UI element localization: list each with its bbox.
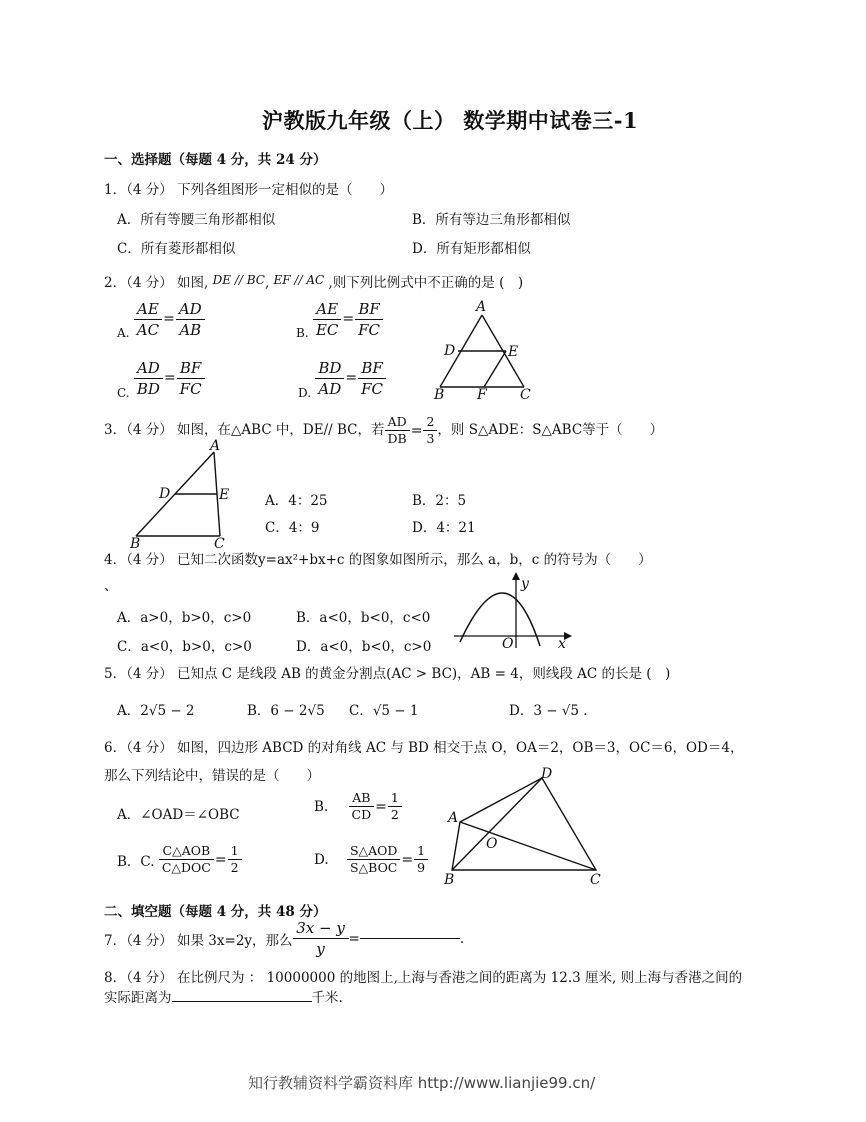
q6-label-d: D (541, 766, 553, 782)
q4-option-c: C．a<0，b>0，c>0 (117, 639, 252, 655)
q2-option-a-label: A. (117, 326, 130, 340)
q3-stem-post: ，则 S△ADE：S△ABC等于（ ） (437, 422, 664, 438)
q2-option-a (117, 298, 205, 340)
page-title: 沪教版九年级（上） 数学期中试卷三-1 (262, 108, 639, 133)
q2-label-c: C (520, 387, 531, 403)
q8-stem-line2 (104, 986, 343, 1006)
q2-label-d: D (444, 343, 456, 359)
fraction (349, 790, 375, 823)
fraction (228, 843, 242, 876)
numerator: 1 (388, 790, 402, 807)
fraction (134, 358, 163, 399)
q3-option-d: D．4：21 (412, 520, 476, 536)
q6-label-o: O (486, 836, 498, 852)
q4-option-d: D．a<0，b<0，c>0 (296, 639, 432, 655)
q2-stem-post: ,则下列比例式中不正确的是 ( ) (328, 275, 524, 291)
q3-label-d: D (159, 486, 171, 502)
q8-answer-blank[interactable] (172, 1001, 312, 1002)
q2-option-b-label: B. (296, 326, 309, 340)
q7-equals: = (348, 930, 360, 947)
fraction (159, 843, 214, 876)
denominator: DB (387, 431, 407, 446)
numerator: S△AOD (347, 843, 400, 860)
q4-option-b: B．a<0，b<0，c<0 (296, 610, 431, 626)
q3-stem-pre: 3．（4 分） 如图，在△ABC 中，DE// BC，若 (104, 422, 385, 438)
q8-unit: 千米. (311, 990, 343, 1006)
equals-sign: = (163, 311, 175, 327)
fraction (414, 843, 428, 876)
q2-label-e: E (508, 344, 519, 360)
q6-quadrilateral-figure (438, 760, 618, 890)
numerator: AD (134, 358, 163, 379)
q6-option-c (117, 843, 242, 876)
q3-option-a: A．4：25 (265, 493, 328, 509)
numerator: 2 (423, 414, 437, 431)
numerator: BF (358, 358, 386, 379)
q2-condition-2: EF // AC (273, 273, 325, 287)
q8-stem-text: 实际距离为 (104, 990, 172, 1006)
q2-label-a: A (476, 299, 487, 315)
denominator: FC (361, 379, 383, 398)
fraction (347, 843, 400, 876)
equals-sign: = (214, 851, 227, 868)
equals-sign: = (401, 851, 414, 868)
q4-parabola-figure (450, 570, 580, 650)
q2-triangle-figure (430, 295, 540, 403)
q6-option-b (314, 790, 402, 823)
q3-label-a: A (210, 438, 221, 454)
numerator: 1 (228, 843, 242, 860)
q4-option-a: A．a>0，b>0，c>0 (117, 610, 252, 626)
numerator: C△AOB (159, 843, 214, 860)
numerator: AB (349, 790, 375, 807)
fraction (177, 358, 205, 399)
q5-stem: 5．（4 分） 已知点 C 是线段 AB 的黄金分割点(AC > BC)，AB = 4，则线段 AC 的长是 ( ) (104, 666, 671, 682)
q6-stem-line1: 6．（4 分） 如图，四边形 ABCD 的对角线 AC 与 BD 相交于点 O，OA＝2，OB＝3，OC＝6，OD＝4， (104, 740, 744, 756)
q2-option-d-label: D. (298, 386, 312, 400)
equals-sign: = (345, 370, 358, 386)
q4-label-origin: O (502, 636, 514, 650)
numerator: AE (313, 299, 341, 320)
q5-option-a: A．2√5 − 2 (117, 703, 195, 719)
q5-option-d: D．3 − √5 . (509, 703, 588, 719)
q6-label-a: A (448, 810, 459, 826)
section-heading-fill: 二、填空题（每题 4 分，共 48 分） (104, 904, 327, 920)
denominator: 2 (230, 860, 239, 875)
denominator: FC (179, 379, 202, 398)
q2-stem: 2．（4 分） 如图, DE // BC, EF // AC ,则下列比例式中不正确的是 ( ) (104, 273, 524, 291)
equals-sign: = (410, 422, 423, 439)
q4-stem: 4．（4 分） 已知二次函数y=ax²+bx+c 的图象如图所示，那么 a，b，c 的符号为（ ） (104, 552, 652, 568)
q4-mark: 、 (104, 578, 118, 594)
q2-label-b: B (434, 387, 445, 403)
fraction (293, 918, 349, 959)
equals-sign: = (163, 370, 176, 386)
q3-label-e: E (219, 487, 230, 503)
denominator: CD (351, 807, 372, 822)
q3-option-b: B．2：5 (412, 493, 467, 509)
fraction (385, 414, 410, 447)
fraction (134, 299, 162, 340)
q6-label-c: C (590, 872, 601, 888)
denominator: S△BOC (349, 860, 398, 875)
q6-label-b: B (444, 872, 455, 888)
fraction (358, 358, 386, 399)
equals-sign: = (342, 311, 355, 327)
fraction (313, 299, 341, 340)
section-heading-choice: 一、选择题（每题 4 分，共 24 分） (104, 152, 327, 168)
fraction (423, 414, 437, 447)
denominator: 2 (390, 807, 399, 822)
q1-option-d: D．所有矩形都相似 (412, 241, 531, 257)
numerator: BF (177, 358, 205, 379)
equals-sign: = (375, 798, 387, 815)
q6-option-c-label: B．C. (117, 853, 155, 870)
q3-label-c: C (214, 536, 225, 548)
numerator: BF (355, 299, 383, 320)
denominator: AC (136, 320, 160, 339)
q7-stem (104, 918, 464, 959)
q2-condition-1: DE // BC (212, 273, 265, 287)
q2-stem-pre: 2．（4 分） 如图, (104, 275, 209, 291)
page-footer: 知行教辅资料学霸资料库 http://www.lianjie99.cn/ (248, 1074, 596, 1092)
q1-stem: 1．（4 分） 下列各组图形一定相似的是（ ） (104, 182, 394, 198)
q3-triangle-figure (128, 438, 238, 548)
q2-option-b (296, 298, 383, 340)
q1-option-c: C．所有菱形都相似 (117, 241, 236, 257)
numerator: AD (385, 414, 410, 431)
q6-option-a: A．∠OAD＝∠OBC (117, 807, 240, 823)
denominator: y (316, 940, 325, 958)
denominator: AD (318, 379, 342, 398)
q8-stem-line1: 8．（4 分） 在比例尺为 ： 10000000 的地图上,上海与香港之间的距离为 12.3 厘米, 则上海与香港之间的 (104, 970, 743, 986)
q5-option-c: C．√5 − 1 (349, 703, 419, 719)
numerator: 3x − y (293, 918, 349, 939)
q7-answer-blank[interactable] (360, 938, 460, 939)
denominator: 9 (417, 860, 426, 875)
q7-stem-text: 7．（4 分） 如果 3x=2y，那么 (104, 932, 293, 949)
q3-option-c: C．4：9 (265, 520, 320, 536)
q6-option-b-label: B. (314, 798, 329, 815)
q5-option-b: B．6 − 2√5 (247, 703, 325, 719)
q2-option-c (117, 356, 205, 400)
numerator: 1 (414, 843, 428, 860)
numerator: BD (315, 358, 344, 379)
q7-period: . (459, 930, 465, 947)
fraction (176, 299, 205, 340)
q4-label-y: y (521, 576, 529, 592)
q6-option-d (314, 843, 428, 876)
fraction (388, 790, 402, 823)
q1-option-b: B．所有等边三角形都相似 (412, 212, 571, 228)
numerator: AE (134, 299, 162, 320)
q6-stem-line2: 那么下列结论中，错误的是（ ） (104, 768, 320, 784)
fraction (355, 299, 383, 340)
q2-label-f: F (477, 387, 487, 403)
q2-option-d (298, 356, 386, 400)
q2-option-c-label: C. (117, 386, 130, 400)
fraction (315, 358, 344, 399)
q4-label-x: x (558, 636, 566, 650)
numerator: AD (176, 299, 205, 320)
denominator: BD (136, 379, 160, 398)
denominator: FC (358, 320, 380, 339)
denominator: C△DOC (161, 860, 211, 875)
denominator: 3 (426, 431, 435, 446)
q3-label-b: B (130, 536, 141, 548)
q6-option-d-label: D. (314, 851, 329, 868)
denominator: EC (315, 320, 339, 339)
denominator: AB (179, 320, 202, 339)
q1-option-a: A．所有等腰三角形都相似 (117, 212, 276, 228)
